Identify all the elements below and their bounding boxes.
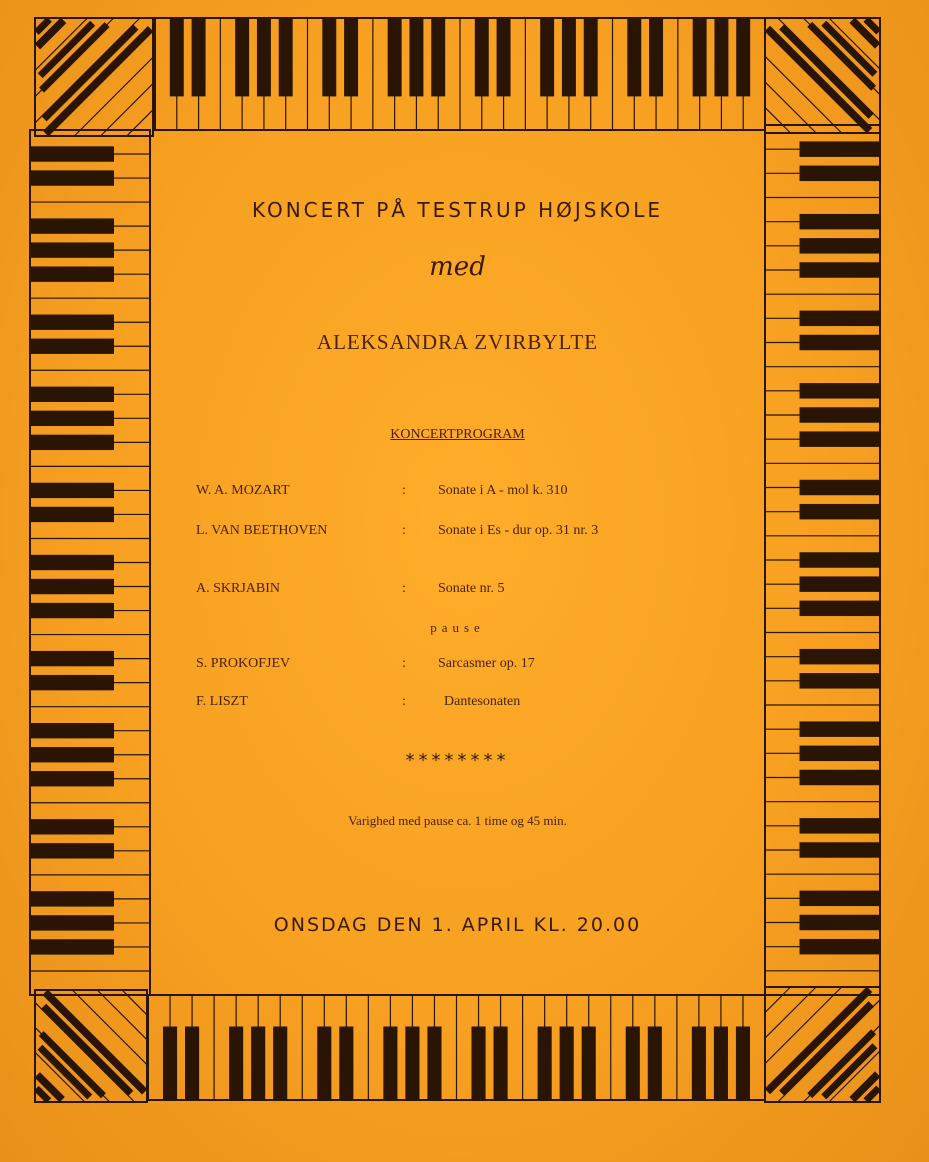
black-key — [30, 771, 114, 786]
black-key — [714, 1027, 728, 1101]
black-key — [30, 723, 114, 738]
corner-key-divider — [765, 987, 791, 1013]
black-key — [800, 842, 881, 857]
black-key — [251, 1027, 265, 1101]
black-key — [30, 579, 114, 594]
black-key — [409, 18, 423, 96]
corner-key-divider — [101, 84, 153, 136]
black-key — [30, 507, 114, 522]
black-key — [626, 1027, 640, 1101]
black-key — [800, 383, 881, 398]
poster-title: KONCERT PÅ TESTRUP HØJSKOLE — [251, 198, 664, 222]
black-key — [273, 1027, 287, 1101]
black-key — [30, 819, 114, 834]
black-key — [560, 1027, 574, 1101]
black-key — [30, 555, 114, 570]
black-key — [427, 1027, 441, 1101]
black-key — [475, 18, 489, 96]
black-key — [800, 721, 881, 736]
black-key — [388, 18, 402, 96]
corner-key-divider — [47, 990, 147, 1090]
black-key — [30, 891, 114, 906]
black-key — [30, 411, 114, 426]
work-title: Dantesonaten — [444, 694, 521, 709]
black-key — [257, 18, 271, 96]
black-key — [692, 1027, 706, 1101]
black-key — [627, 18, 641, 96]
black-key — [30, 146, 114, 161]
black-key — [736, 18, 750, 96]
pause-label: pause — [430, 620, 485, 635]
separator: : — [402, 581, 406, 596]
black-key — [30, 675, 114, 690]
black-key — [30, 339, 114, 354]
black-key — [339, 1027, 353, 1101]
program-row — [150, 581, 765, 601]
black-key — [30, 747, 114, 762]
corner-black-key — [866, 1088, 879, 1101]
separator: : — [402, 694, 406, 709]
black-key — [800, 166, 881, 181]
composer-name: F. LISZT — [196, 694, 248, 709]
black-key — [800, 552, 881, 567]
black-key — [800, 407, 881, 422]
with-label: med — [429, 252, 486, 282]
program-row — [150, 656, 765, 676]
composer-name: S. PROKOFJEV — [196, 656, 291, 671]
star-divider: ******** — [405, 750, 510, 771]
black-key — [800, 262, 881, 277]
black-key — [30, 170, 114, 185]
separator: : — [402, 656, 406, 671]
black-key — [800, 649, 881, 664]
black-key — [494, 1027, 508, 1101]
black-key — [30, 315, 114, 330]
black-key — [30, 603, 114, 618]
black-key — [471, 1027, 485, 1101]
black-key — [800, 939, 881, 954]
black-key — [584, 18, 598, 96]
black-key — [30, 266, 114, 281]
corner-black-key — [36, 19, 49, 32]
black-key — [30, 915, 114, 930]
black-key — [170, 18, 184, 96]
black-key — [648, 1027, 662, 1101]
corner-key-divider — [48, 31, 153, 136]
composer-name: L. VAN BEETHOVEN — [196, 523, 328, 538]
corner-key-divider — [97, 990, 147, 1040]
program-heading: KONCERTPROGRAM — [390, 427, 525, 442]
black-key — [800, 891, 881, 906]
black-key — [562, 18, 576, 96]
black-key — [229, 1027, 243, 1101]
corner-key-divider — [122, 990, 147, 1015]
black-key — [163, 1027, 177, 1101]
black-key — [714, 18, 728, 96]
black-key — [405, 1027, 419, 1101]
black-key — [649, 18, 663, 96]
black-key — [431, 18, 445, 96]
duration-note: Varighed med pause ca. 1 time og 45 min. — [348, 813, 567, 828]
black-key — [582, 1027, 596, 1101]
black-key — [30, 843, 114, 858]
program-row — [150, 694, 765, 714]
black-key — [800, 770, 881, 785]
black-key — [192, 18, 206, 96]
black-key — [800, 335, 881, 350]
work-title: Sarcasmer op. 17 — [438, 656, 535, 671]
program-row — [150, 523, 765, 543]
black-key — [30, 939, 114, 954]
concert-date: ONSDAG DEN 1. APRIL KL. 20.00 — [273, 914, 642, 936]
black-key — [800, 601, 881, 616]
black-key — [538, 1027, 552, 1101]
poster-content — [150, 130, 765, 990]
black-key — [30, 651, 114, 666]
black-key — [30, 435, 114, 450]
black-key — [800, 238, 881, 253]
corner-key-divider — [765, 987, 867, 1089]
black-key — [800, 141, 881, 156]
black-key — [235, 18, 249, 96]
corner-black-key — [866, 19, 879, 32]
work-title: Sonate i A - mol k. 310 — [438, 483, 568, 498]
program-row — [150, 483, 765, 503]
performer-name: ALEKSANDRA ZVIRBYLTE — [316, 330, 599, 354]
black-key — [322, 18, 336, 96]
black-key — [30, 242, 114, 257]
black-key — [279, 18, 293, 96]
black-key — [800, 480, 881, 495]
black-key — [344, 18, 358, 96]
work-title: Sonate i Es - dur op. 31 nr. 3 — [438, 523, 599, 538]
black-key — [800, 746, 881, 761]
black-key — [736, 1027, 750, 1101]
black-key — [693, 18, 707, 96]
black-key — [317, 1027, 331, 1101]
black-key — [30, 387, 114, 402]
work-title: Sonate nr. 5 — [438, 581, 505, 596]
black-key — [383, 1027, 397, 1101]
separator: : — [402, 483, 406, 498]
corner-black-key — [36, 1088, 48, 1100]
black-key — [540, 18, 554, 96]
black-key — [30, 218, 114, 233]
corner-key-divider — [765, 107, 791, 133]
black-key — [185, 1027, 199, 1101]
composer-name: W. A. MOZART — [196, 483, 290, 498]
corner-key-divider — [765, 31, 867, 133]
black-key — [800, 673, 881, 688]
black-key — [800, 818, 881, 833]
black-key — [800, 576, 881, 591]
separator: : — [402, 523, 406, 538]
black-key — [497, 18, 511, 96]
composer-name: A. SKRJABIN — [196, 581, 281, 596]
black-key — [30, 483, 114, 498]
black-key — [800, 311, 881, 326]
black-key — [800, 431, 881, 446]
black-key — [800, 214, 881, 229]
black-key — [800, 915, 881, 930]
black-key — [800, 504, 881, 519]
